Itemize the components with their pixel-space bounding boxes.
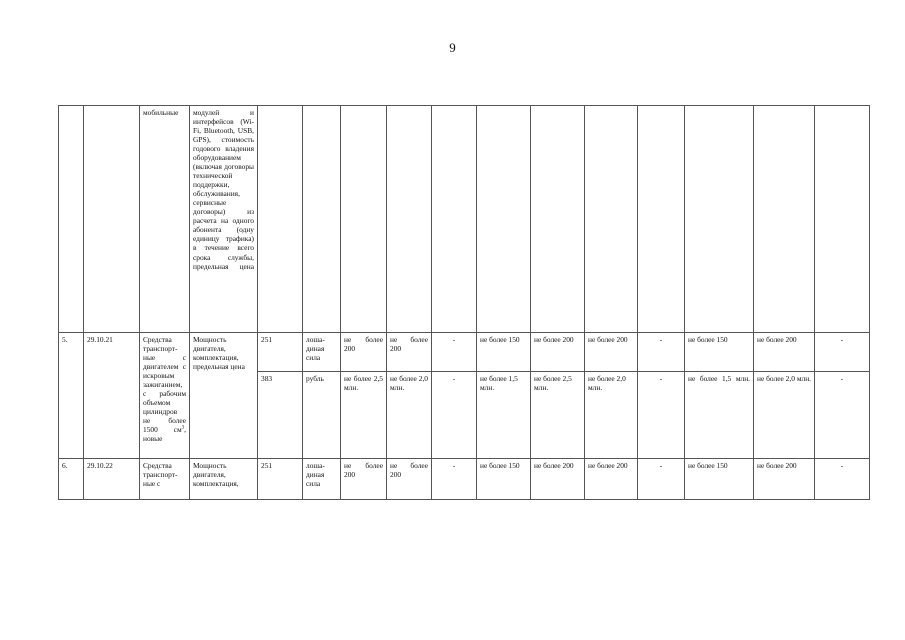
page-number: 9 [449,40,456,55]
value-cell: - [815,372,870,459]
empty-cell [341,106,387,333]
value-cell: не более 150 [477,459,531,500]
unit-name: лоша-диная сила [303,333,341,372]
value-cell: не более 200 [585,459,638,500]
value-cell: не более 200 [341,459,387,500]
characteristics: Мощность двигателя, комплектация, [190,459,258,500]
empty-cell [754,106,815,333]
value-cell: не более 1,5 млн. [477,372,531,459]
okpd2-code: 29.10.21 [84,333,140,459]
row-number [59,106,84,333]
value-cell: не более 1,5 млн. [685,372,754,459]
value-cell: не более 200 [531,333,585,372]
empty-cell [685,106,754,333]
okpd2-code [84,106,140,333]
value-cell: - [432,372,477,459]
okei-code: 251 [258,459,303,500]
table-row [59,106,870,333]
value-cell: не более 2,0 млн. [387,372,432,459]
value-cell: не более 150 [685,333,754,372]
unit-name: рубль [303,372,341,459]
value-cell: - [432,459,477,500]
item-name: Средства транспорт-ные с двигателем с искровым зажиганием, с рабочим объемом цилиндров не более 1500 $см^3$, новые [140,333,190,459]
characteristics: Мощность двигателя, комплектация, предельная цена [190,333,258,459]
characteristics: модулей и интерфейсов (Wi-Fi, Bluetooth, USB, GPS), стоимость годового владения оборудованием (включая договоры технической поддержки, обслуживания, сервисные договоры) из расчета на одного абонента (одну единицу трафика) в течение всего срока службы, предельная цена [190,106,258,333]
value-cell: не более 150 [685,459,754,500]
empty-cell [258,106,303,333]
row-number: 5. [59,333,84,459]
empty-cell [432,106,477,333]
empty-cell [585,106,638,333]
value-cell: не более 2,0 млн. [585,372,638,459]
value-cell: не более 200 [754,459,815,500]
table-row [59,459,870,500]
value-cell: не более 200 [387,459,432,500]
item-name: Средства транспорт-ные с [140,459,190,500]
value-cell: не более 2,5 млн. [531,372,585,459]
value-cell: не более 200 [585,333,638,372]
value-cell: - [815,459,870,500]
value-cell: не более 200 [387,333,432,372]
empty-cell [638,106,685,333]
empty-cell [815,106,870,333]
empty-cell [531,106,585,333]
value-cell: не более 200 [531,459,585,500]
value-cell: не более 2,5 млн. [341,372,387,459]
requirements-table [58,105,870,500]
empty-cell [303,106,341,333]
value-cell: - [638,333,685,372]
empty-cell [477,106,531,333]
okpd2-code: 29.10.22 [84,459,140,500]
unit-name: лоша-диная сила [303,459,341,500]
value-cell: - [638,459,685,500]
table-row [59,333,870,372]
okei-code: 383 [258,372,303,459]
value-cell: не более 2,0 млн. [754,372,815,459]
value-cell: - [638,372,685,459]
empty-cell [387,106,432,333]
okei-code: 251 [258,333,303,372]
value-cell: не более 200 [754,333,815,372]
item-name: мобильные [140,106,190,333]
value-cell: - [815,333,870,372]
value-cell: - [432,333,477,372]
value-cell: не более 200 [341,333,387,372]
value-cell: не более 150 [477,333,531,372]
row-number: 6. [59,459,84,500]
